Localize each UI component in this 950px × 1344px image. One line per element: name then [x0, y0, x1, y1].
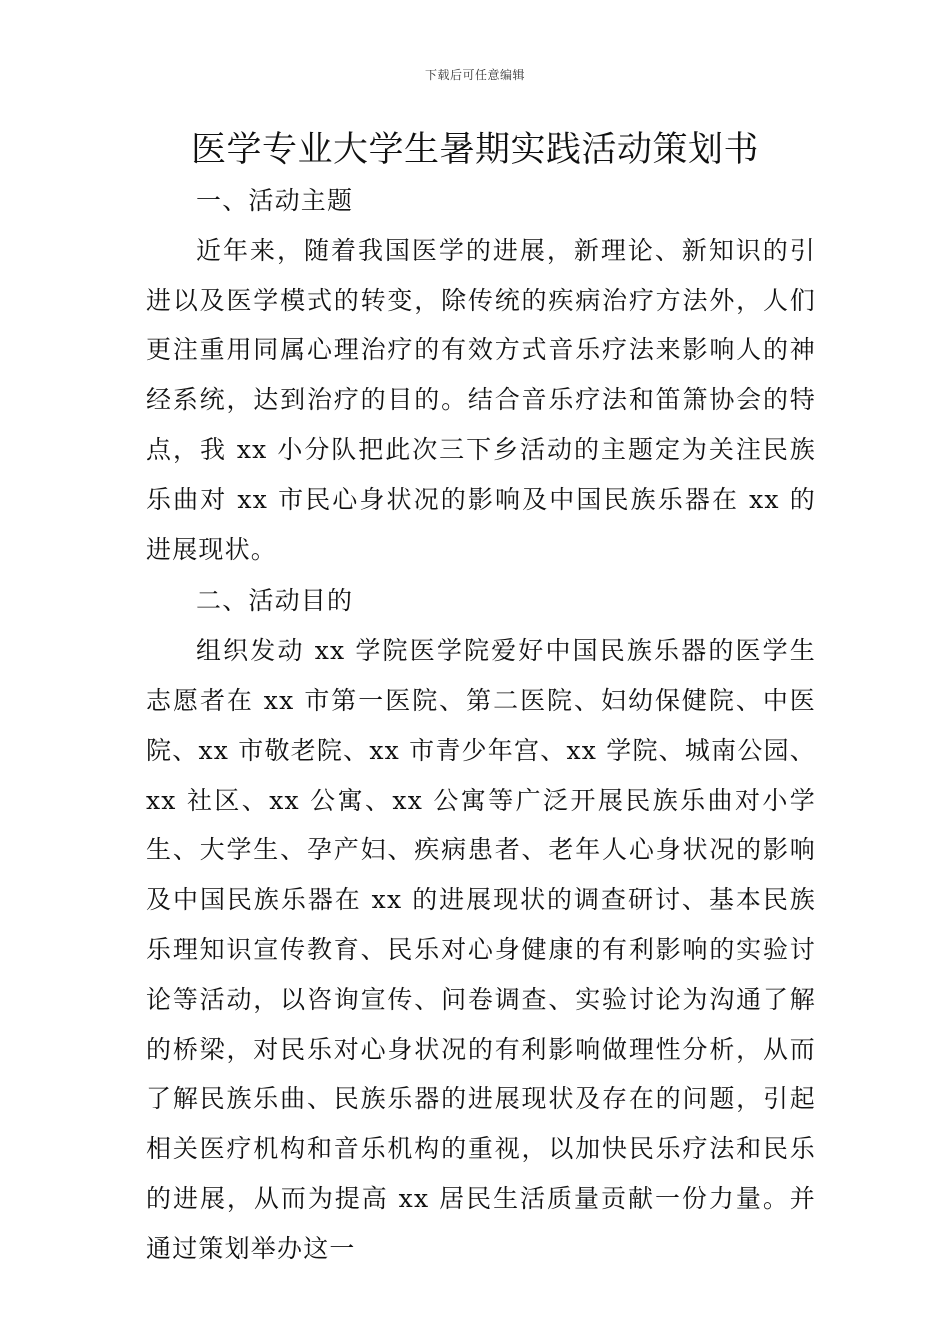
- section-heading-theme: 一、活动主题: [196, 186, 354, 215]
- header-note: 下载后可任意编辑: [424, 68, 525, 82]
- document-title: 医学专业大学生暑期实践活动策划书: [190, 130, 759, 170]
- section-heading-purpose: 二、活动目的: [196, 586, 354, 616]
- section-paragraph-purpose: 组织发动 xx 学院医学院爱好中国民族乐器的医学生志愿者在 xx 市第一医院、第二医院、妇幼保健院、中医院、xx 市敬老院、xx 市青少年宫、xx 学院、城南公园、xx 社区、xx 公寓、xx 公寓等广泛开展民族乐曲对小学生、大学生、孕产妇、疾病患者、老年人心身状况的影响及中国民族乐器在 xx 的进展现状的调查研讨、基本民族乐理知识宣传教育、民乐对心身健康的有利影响的实验讨论等活动，以咨询宣传、问卷调查、实验讨论为沟通了解的桥梁，对民乐对心身状况的有利影响做理性分析，从而了解民族乐曲、民族乐器的进展现状及存在的问题，引起相关医疗机构和音乐机构的重视，以加快民乐疗法和民乐的进展，从而为提高 xx 居民生活质量贡献一份力量。并通过策划举办这一: [146, 636, 816, 1263]
- document-body: [146, 176, 816, 1274]
- section-paragraph-theme: 近年来，随着我国医学的进展，新理论、新知识的引进以及医学模式的转变，除传统的疾病治疗方法外，人们更注重用同属心理治疗的有效方式音乐疗法来影响人的神经系统，达到治疗的目的。结合音乐疗法和笛箫协会的特点，我 xx 小分队把此次三下乡活动的主题定为关注民族乐曲对 xx 市民心身状况的影响及中国民族乐器在 xx 的进展现状。: [146, 235, 816, 564]
